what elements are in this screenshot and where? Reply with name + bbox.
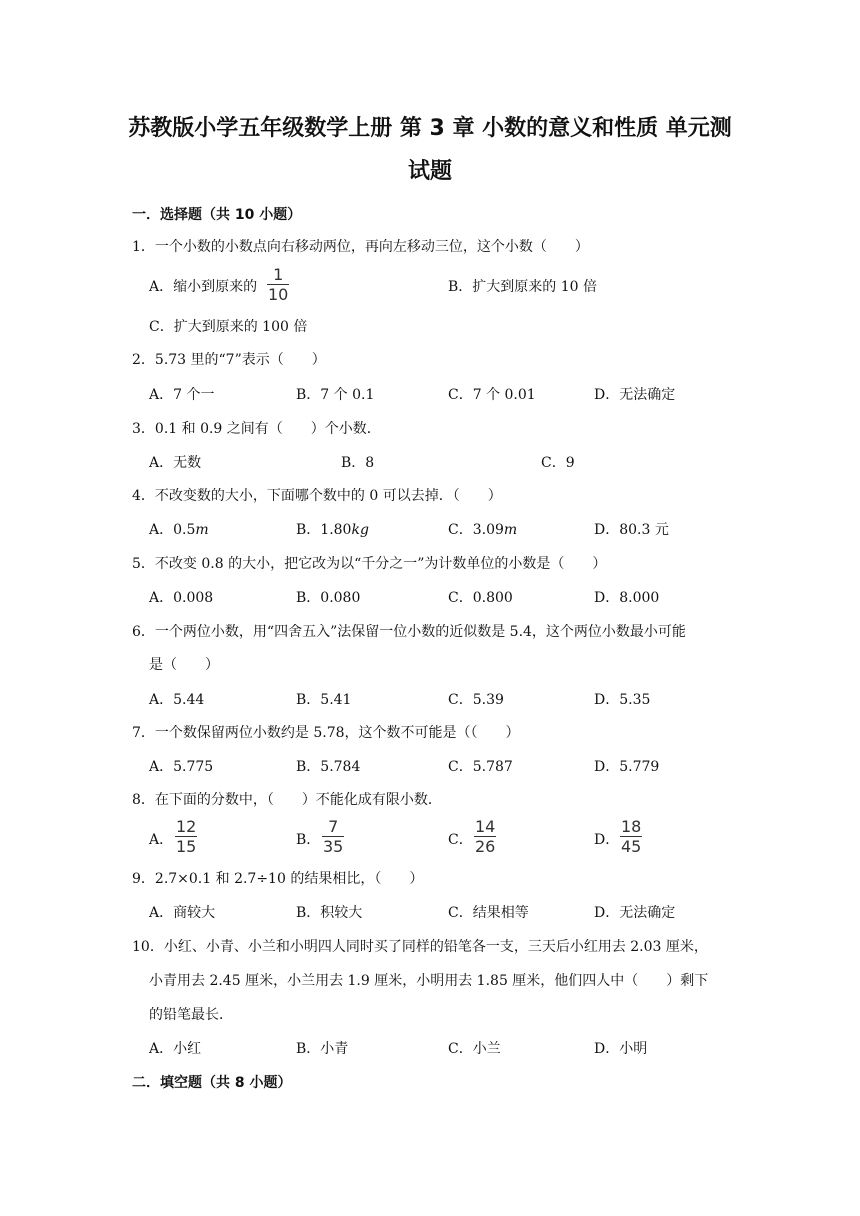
question-2-option-a: A．7 个一	[149, 387, 215, 403]
question-6-option-b: B．5.41	[296, 692, 352, 708]
question-8-option-b: B．	[296, 832, 321, 848]
question-7-option-d: D．5.779	[594, 759, 660, 775]
fraction-numerator: 1	[273, 265, 284, 284]
question-1-option-b: B．扩大到原来的 10 倍	[448, 279, 598, 295]
question-9-option-a: A．商较大	[149, 905, 216, 921]
question-8-option-a: A．	[149, 832, 174, 848]
fraction-numerator: 7	[328, 817, 339, 836]
option-unit: m	[503, 522, 518, 538]
question-9-option-c: C．结果相等	[448, 905, 529, 921]
fraction-numerator: 18	[621, 817, 642, 836]
question-8-option-d: D．	[594, 832, 620, 848]
question-2-stem: 2．5.73 里的“7”表示（ ）	[132, 352, 326, 368]
question-5-stem: 5．不改变 0.8 的大小，把它改为以“千分之一”为计数单位的小数是（ ）	[132, 556, 607, 572]
question-10-option-b: B．小青	[296, 1041, 349, 1057]
section-heading-fill-in: 二．填空题（共 8 小题）	[132, 1075, 292, 1091]
question-2-option-b: B．7 个 0.1	[296, 387, 375, 403]
question-5-option-d: D．8.000	[594, 590, 660, 606]
question-10-option-c: C．小兰	[448, 1041, 501, 1057]
question-4-stem: 4．不改变数的大小，下面哪个数中的 0 可以去掉．（ ）	[132, 488, 502, 504]
question-7-option-a: A．5.775	[149, 759, 214, 775]
question-3-option-b: B．8	[341, 455, 375, 471]
question-8-stem: 8．在下面的分数中，（ ）不能化成有限小数．	[132, 792, 442, 808]
fraction-numerator: 14	[475, 817, 496, 836]
question-6-option-d: D．5.35	[594, 692, 651, 708]
question-1-option-a-fraction	[267, 266, 289, 303]
question-10-stem-continued-2: 的铅笔最长．	[149, 1007, 233, 1023]
question-2-option-d: D．无法确定	[594, 387, 676, 403]
option-unit: m	[195, 522, 209, 538]
fraction-denominator: 35	[323, 837, 344, 856]
question-5-option-a: A．0.008	[149, 590, 214, 606]
question-5-option-c: C．0.800	[448, 590, 513, 606]
question-6-stem: 6．一个两位小数，用“四舍五入”法保留一位小数的近似数是 5.4，这个两位小数最小可能	[132, 624, 686, 640]
page-title-line1: 苏教版小学五年级数学上册 第 3 章 小数的意义和性质 单元测	[128, 116, 732, 141]
question-8-option-c: C．	[448, 832, 473, 848]
question-8-option-b-fraction	[322, 818, 344, 855]
question-2-option-c: C．7 个 0.01	[448, 387, 536, 403]
fraction-denominator: 26	[475, 837, 496, 856]
question-8-option-a-fraction	[175, 818, 197, 855]
option-value: A．0.5	[149, 522, 196, 538]
question-6-option-a: A．5.44	[149, 692, 205, 708]
question-7-stem: 7．一个数保留两位小数约是 5.78，这个数不可能是（（ ）	[132, 725, 520, 741]
question-10-option-d: D．小明	[594, 1041, 648, 1057]
fraction-denominator: 10	[268, 285, 289, 304]
question-9-stem: 9．2.7×0.1 和 2.7÷10 的结果相比，（ ）	[132, 871, 424, 887]
fraction-denominator: 45	[621, 837, 642, 856]
question-10-option-a: A．小红	[149, 1041, 202, 1057]
question-4-option-b	[296, 519, 369, 539]
question-3-stem: 3．0.1 和 0.9 之间有（ ）个小数．	[132, 421, 381, 437]
question-8-option-d-fraction	[620, 818, 642, 855]
section-heading-choice: 一．选择题（共 10 小题）	[132, 207, 302, 223]
question-6-stem-continued: 是（ ）	[149, 657, 219, 673]
question-4-option-d: D．80.3 元	[594, 522, 669, 538]
fraction-denominator: 15	[176, 837, 197, 856]
option-value: B．1.80	[296, 522, 352, 538]
question-10-stem: 10．小红、小青、小兰和小明四人同时买了同样的铅笔各一支，三天后小红用去 2.03 厘米，	[132, 939, 708, 955]
question-9-option-b: B．积较大	[296, 905, 363, 921]
question-10-stem-continued: 小青用去 2.45 厘米，小兰用去 1.9 厘米，小明用去 1.85 厘米，他们四人中（ ）剩下	[149, 973, 709, 989]
fraction-numerator: 12	[176, 817, 197, 836]
question-8-option-c-fraction	[474, 818, 496, 855]
question-7-option-b: B．5.784	[296, 759, 361, 775]
question-5-option-b: B．0.080	[296, 590, 361, 606]
page-title-line2: 试题	[407, 159, 452, 184]
question-1-stem: 1．一个小数的小数点向右移动两位，再向左移动三位，这个小数（ ）	[132, 239, 589, 255]
question-4-option-c	[448, 519, 517, 539]
question-1-option-a: A．缩小到原来的	[149, 279, 258, 295]
question-1-option-c: C．扩大到原来的 100 倍	[149, 319, 308, 335]
option-unit: kg	[351, 522, 369, 538]
question-6-option-c: C．5.39	[448, 692, 504, 708]
question-3-option-c: C．9	[541, 455, 575, 471]
question-7-option-c: C．5.787	[448, 759, 513, 775]
question-9-option-d: D．无法确定	[594, 905, 676, 921]
question-4-option-a	[149, 519, 209, 539]
question-3-option-a: A．无数	[149, 455, 202, 471]
option-value: C．3.09	[448, 522, 504, 538]
